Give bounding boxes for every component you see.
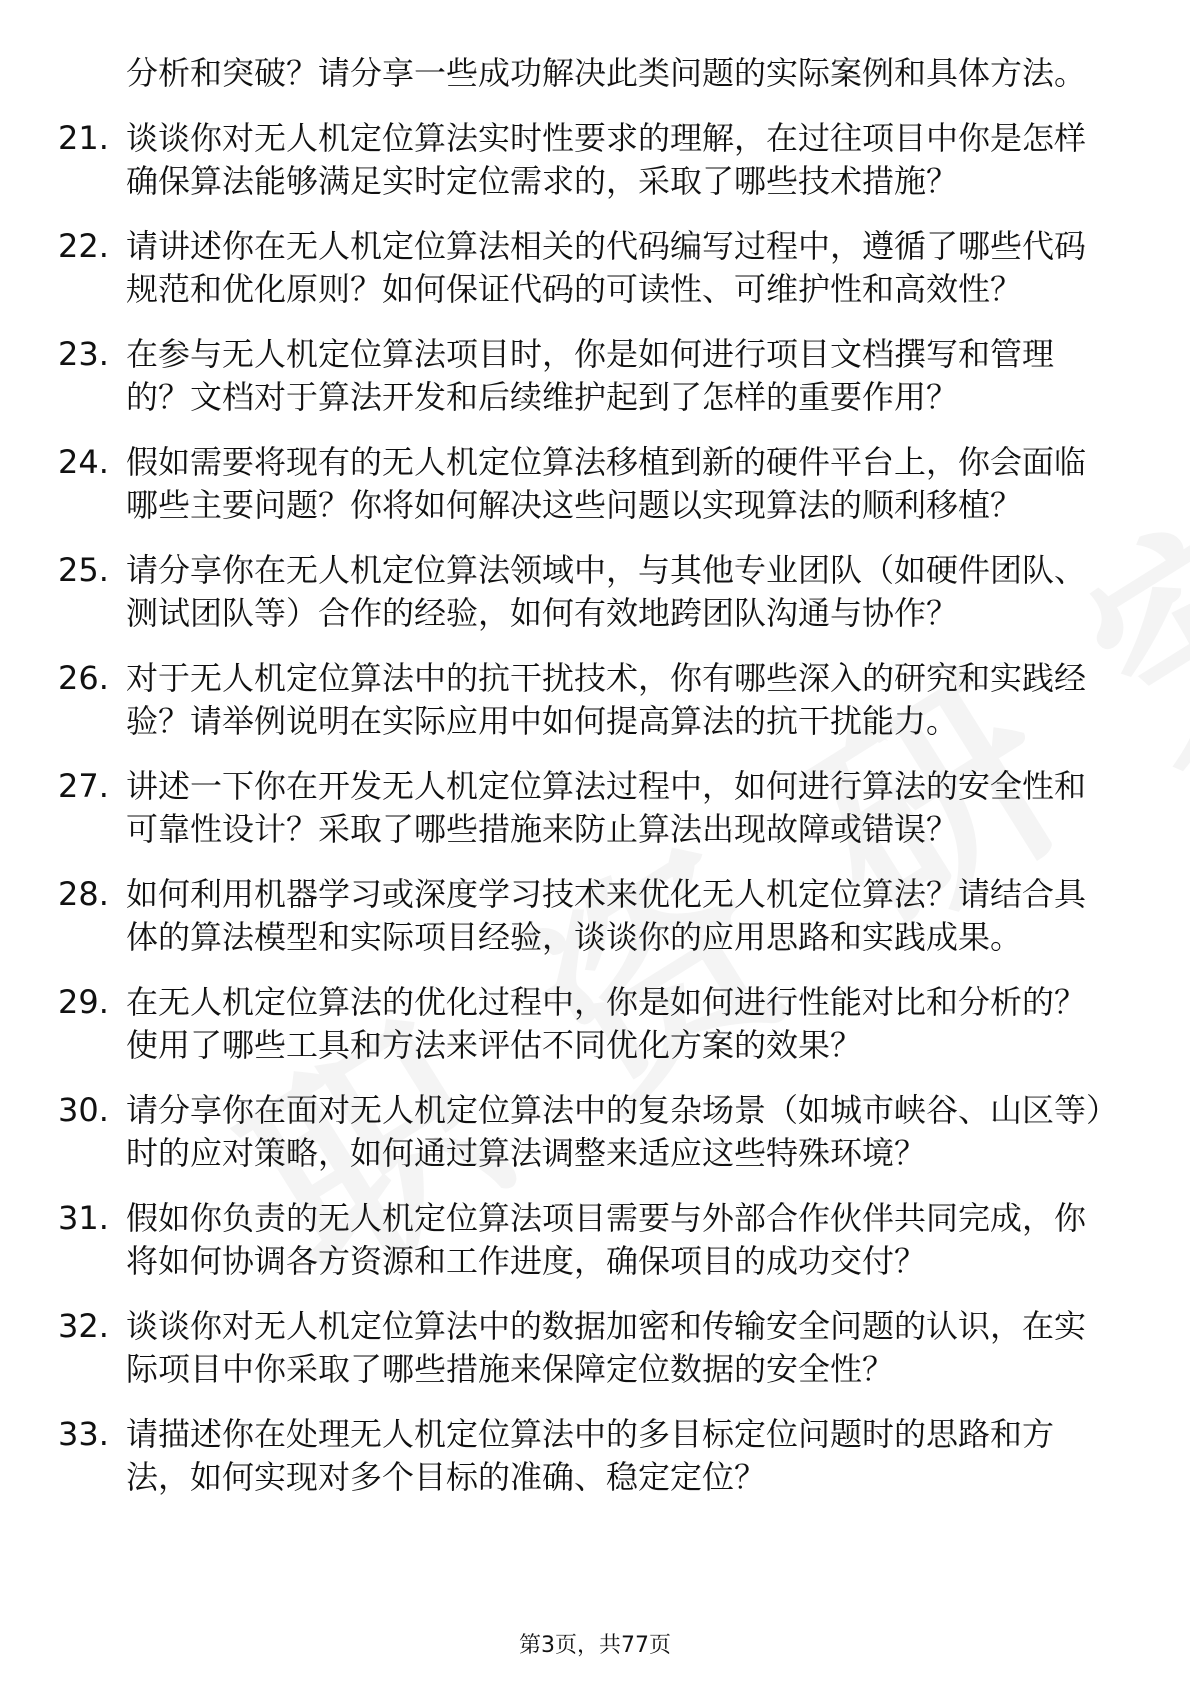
question-item-24 <box>0 441 1190 527</box>
question-number: 22. <box>58 227 109 265</box>
question-text: 谈谈你对无人机定位算法中的数据加密和传输安全问题的认识，在实际项目中你采取了哪些措施来保障定位数据的安全性？ <box>126 1307 1087 1388</box>
question-item-30 <box>0 1089 1190 1175</box>
question-item-31 <box>0 1197 1190 1283</box>
page-footer: 第3页，共77页 <box>519 1633 671 1658</box>
question-text: 请讲述你在无人机定位算法相关的代码编写过程中，遵循了哪些代码规范和优化原则？如何保证代码的可读性、可维护性和高效性？ <box>126 227 1087 308</box>
question-item-23 <box>0 333 1190 419</box>
question-number: 27. <box>58 767 109 805</box>
question-item-25 <box>0 549 1190 635</box>
question-text: 假如你负责的无人机定位算法项目需要与外部合作伙伴共同完成，你将如何协调各方资源和工作进度，确保项目的成功交付？ <box>126 1199 1087 1280</box>
continuation-text: 分析和突破？请分享一些成功解决此类问题的实际案例和具体方法。 <box>126 54 1087 92</box>
question-text: 在无人机定位算法的优化过程中，你是如何进行性能对比和分析的？使用了哪些工具和方法来评估不同优化方案的效果？ <box>126 983 1087 1064</box>
question-item-29 <box>0 981 1190 1067</box>
question-text: 请分享你在面对无人机定位算法中的复杂场景（如城市峡谷、山区等）时的应对策略，如何通过算法调整来适应这些特殊环境？ <box>126 1091 1103 1172</box>
question-item-21 <box>0 117 1190 203</box>
question-text: 讲述一下你在开发无人机定位算法过程中，如何进行算法的安全性和可靠性设计？采取了哪些措施来防止算法出现故障或错误？ <box>126 767 1087 848</box>
question-number: 29. <box>58 983 109 1021</box>
question-item-32 <box>0 1305 1190 1391</box>
question-number: 21. <box>58 119 109 157</box>
question-number: 32. <box>58 1307 109 1345</box>
question-number: 25. <box>58 551 109 589</box>
question-text: 对于无人机定位算法中的抗干扰技术，你有哪些深入的研究和实践经验？请举例说明在实际应用中如何提高算法的抗干扰能力。 <box>126 659 1087 740</box>
question-text: 谈谈你对无人机定位算法实时性要求的理解，在过往项目中你是怎样确保算法能够满足实时定位需求的，采取了哪些技术措施？ <box>126 119 1087 200</box>
question-item-28 <box>0 873 1190 959</box>
question-number: 24. <box>58 443 109 481</box>
question-text: 在参与无人机定位算法项目时，你是如何进行项目文档撰写和管理的？文档对于算法开发和后续维护起到了怎样的重要作用？ <box>126 335 1055 416</box>
question-item-22 <box>0 225 1190 311</box>
document-body <box>0 52 1190 1521</box>
question-number: 26. <box>58 659 109 697</box>
continuation-paragraph <box>0 52 1190 95</box>
question-number: 33. <box>58 1415 109 1453</box>
question-text: 请描述你在处理无人机定位算法中的多目标定位问题时的思路和方法，如何实现对多个目标的准确、稳定定位？ <box>126 1415 1055 1496</box>
question-item-27 <box>0 765 1190 851</box>
question-number: 30. <box>58 1091 109 1129</box>
question-number: 28. <box>58 875 109 913</box>
question-text: 假如需要将现有的无人机定位算法移植到新的硬件平台上，你会面临哪些主要问题？你将如何解决这些问题以实现算法的顺利移植？ <box>126 443 1087 524</box>
question-number: 23. <box>58 335 109 373</box>
question-text: 请分享你在无人机定位算法领域中，与其他专业团队（如硬件团队、测试团队等）合作的经验，如何有效地跨团队沟通与协作？ <box>126 551 1087 632</box>
question-item-33 <box>0 1413 1190 1499</box>
question-item-26 <box>0 657 1190 743</box>
question-number: 31. <box>58 1199 109 1237</box>
question-text: 如何利用机器学习或深度学习技术来优化无人机定位算法？请结合具体的算法模型和实际项目经验，谈谈你的应用思路和实践成果。 <box>126 875 1087 956</box>
